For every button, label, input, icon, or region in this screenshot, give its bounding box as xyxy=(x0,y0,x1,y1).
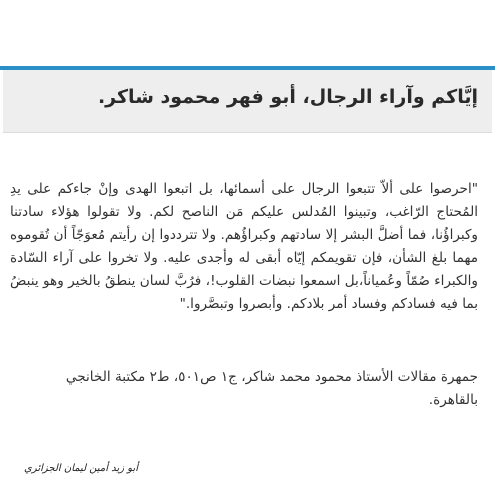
title-banner xyxy=(3,70,492,133)
quote-paragraph: "احرصوا على ألاّ تتبعوا الرجال على أسمائها، بل اتبعوا الهدى وإنْ جاءكم على يدِ المُحتاج الرّاغب، وتبينوا المُدلس عليكم مَن الناصح لكم. ولا تقولوا هؤلاء سادتنا وكبراؤُنا، فما أضلَّ البشر إلا سادتهم وكبراؤُهم. ولا تترددوا إن رأيتم مُعوَجّاً أن تُقوموه مهما بلغ الشأن، فإن تقويمكم إيّاه أبقى له وأجدى عليه. ولا تخروا على آراء السّادة والكبراء صُمّاً وعُمياناً،بل اسمعوا نبضات القلوب!، فرُبَّ لسان ينطقُ بالخير وهو ينبضُ بما فيه فسادكم وفساد أمر بلادكم. وأبصروا وتبصَّروا." xyxy=(10,181,478,312)
page-title: إيَّاكم وآراء الرجال، أبو فهر محمود شاكر. xyxy=(97,86,478,108)
author-signature: أبو زيد أمين ليمان الجزائري xyxy=(24,463,139,474)
source-citation: جمهرة مقالات الأستاذ محمود محمد شاكر، ج١ ص٥٠١، ط٢ مكتبة الخانجي بالقاهرة. xyxy=(65,369,478,408)
